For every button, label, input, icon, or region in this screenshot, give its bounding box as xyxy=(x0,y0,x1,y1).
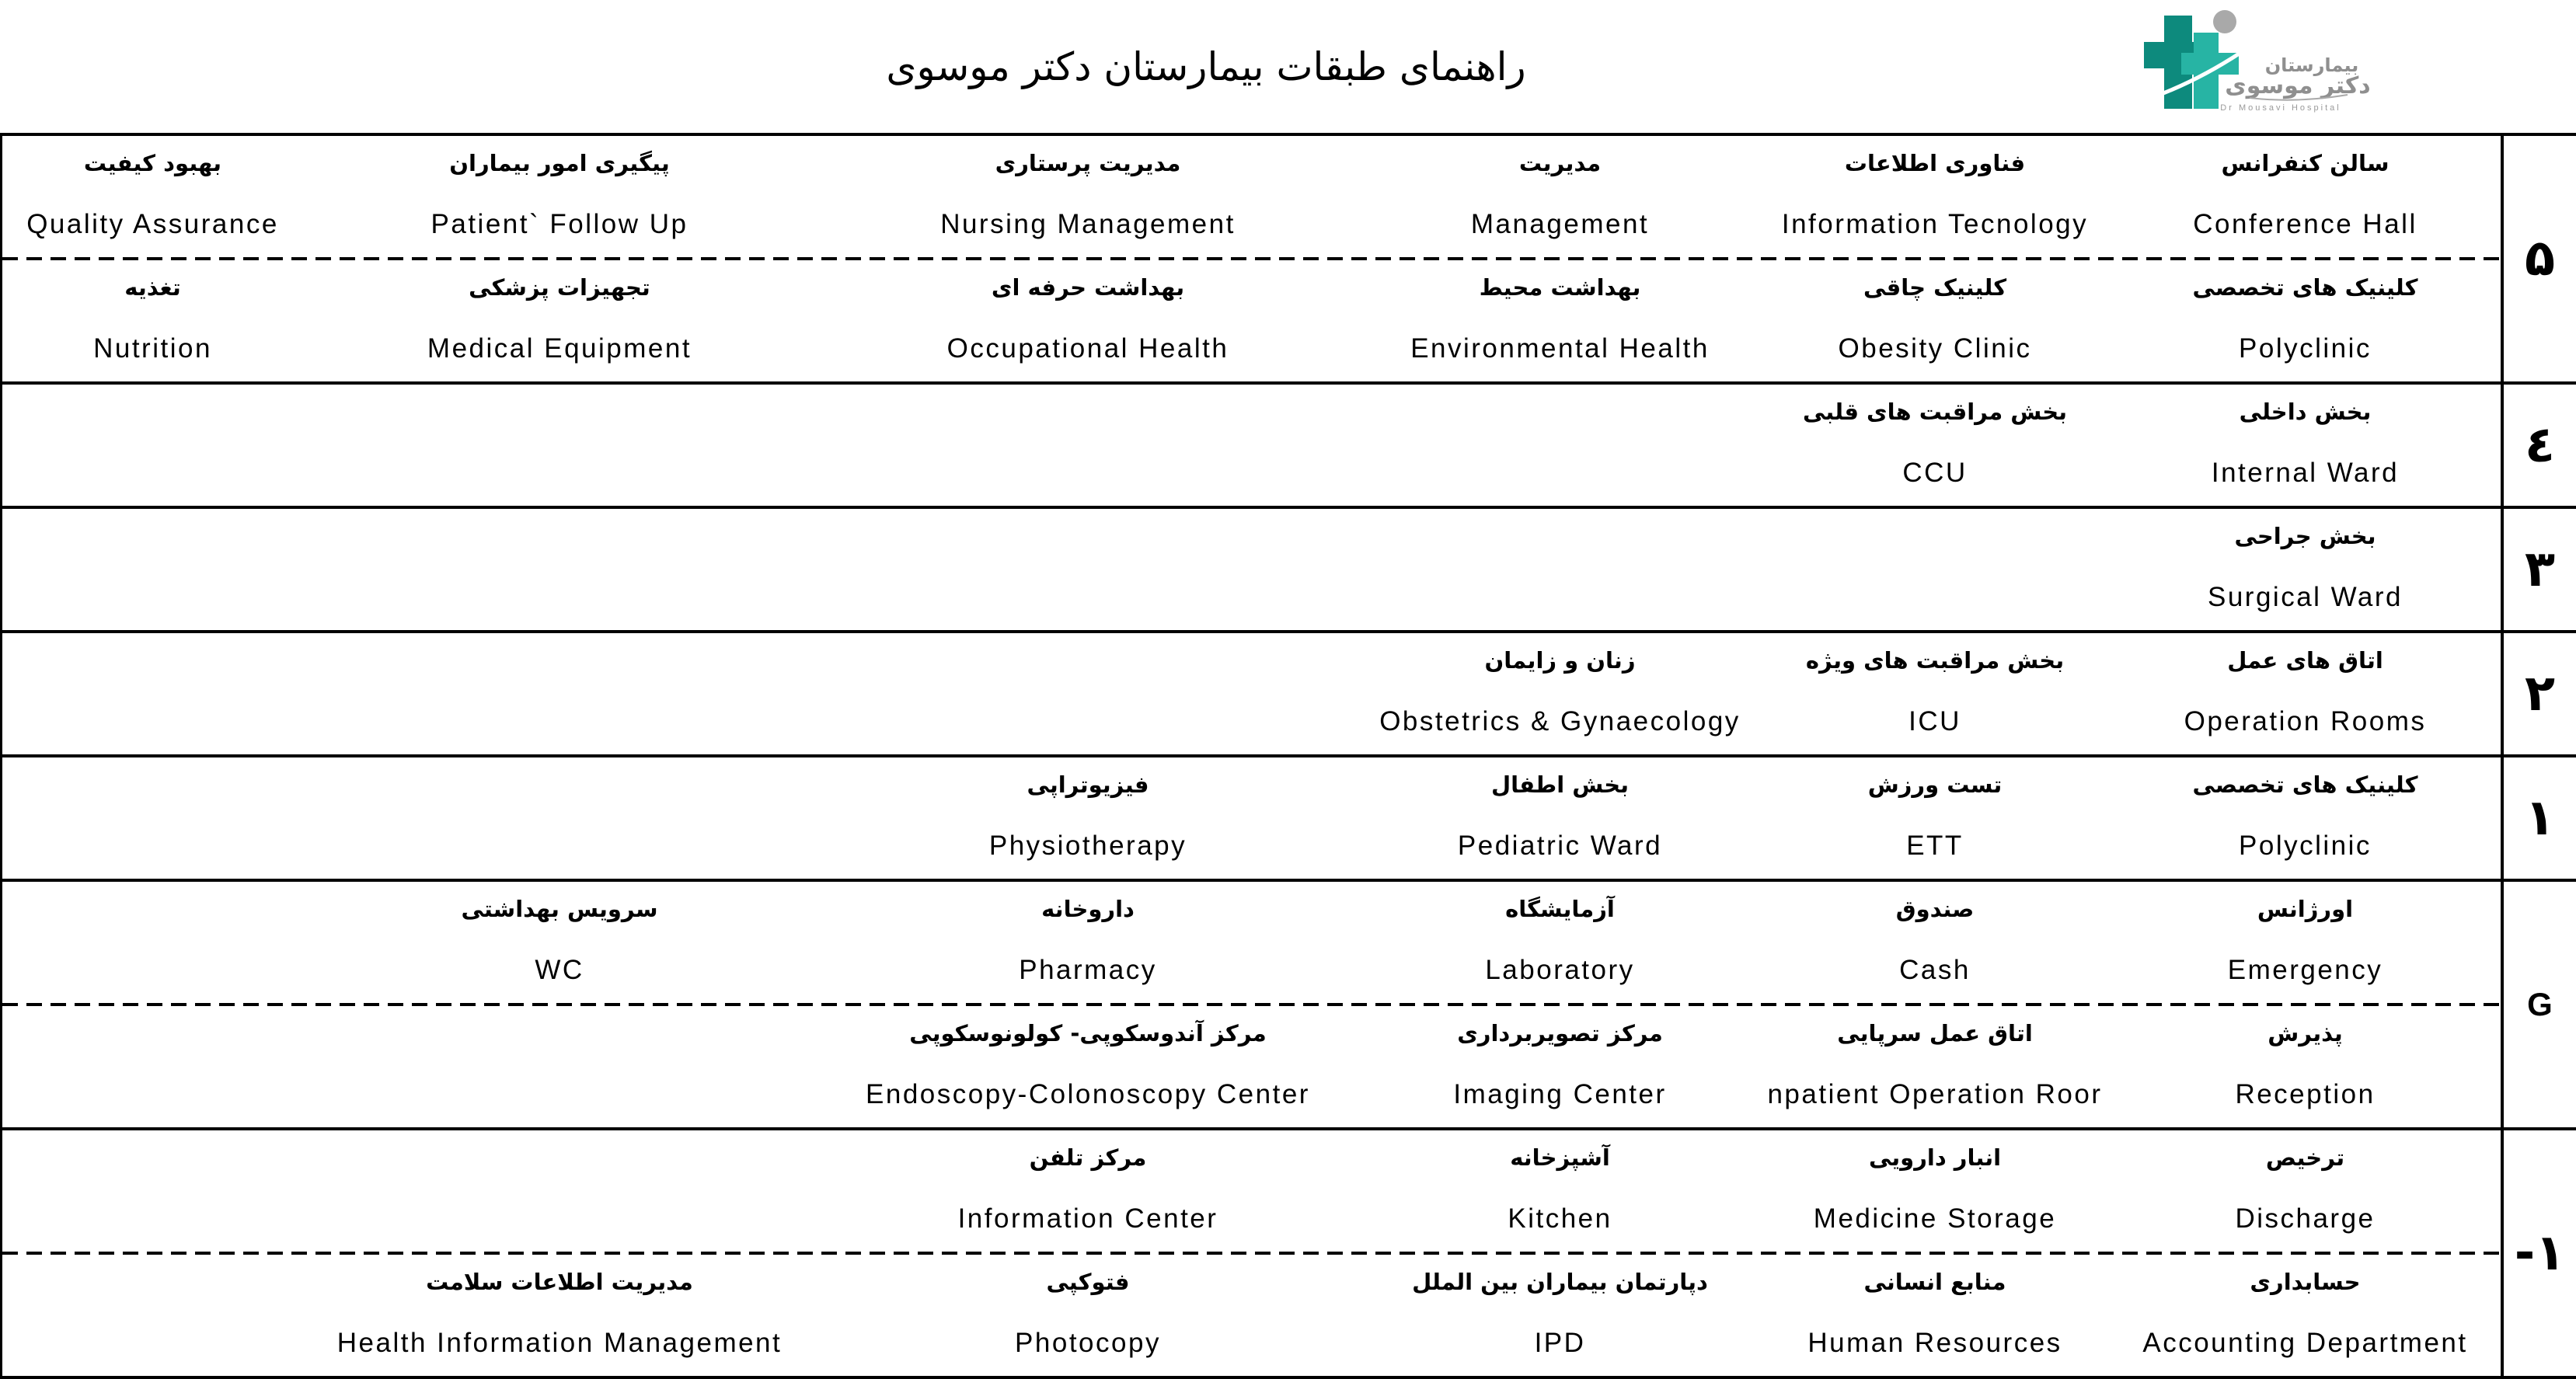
department-name-fa: ترخیص xyxy=(2265,1144,2345,1171)
department-name-en: Operation Rooms xyxy=(2184,706,2427,737)
logo-text-line1: بیمارستان xyxy=(2264,54,2359,76)
department-name-en: Endoscopy-Colonoscopy Center xyxy=(866,1079,1310,1109)
department-cell xyxy=(1360,1130,1760,1252)
floor-body xyxy=(2,882,2501,1127)
department-cell xyxy=(303,882,816,1003)
department-name-fa: مدیریت اطلاعات سلامت xyxy=(426,1269,693,1295)
department-name-en: Discharge xyxy=(2235,1203,2376,1234)
department-cell xyxy=(2,260,303,381)
department-cell xyxy=(1360,882,1760,1003)
department-cell xyxy=(1360,1006,1760,1127)
department-cell xyxy=(2110,882,2501,1003)
department-name-fa: دپارتمان بیماران بین الملل xyxy=(1412,1269,1708,1295)
department-name-en: Management xyxy=(1470,209,1650,239)
department-name-en: CCU xyxy=(1902,458,1968,488)
department-cell xyxy=(1760,1006,2110,1127)
department-cell xyxy=(2110,757,2501,879)
department-cell xyxy=(816,136,1360,257)
department-cell xyxy=(816,882,1360,1003)
floor-row xyxy=(2,882,2501,1003)
department-cell xyxy=(1760,260,2110,381)
department-cell xyxy=(303,1255,816,1376)
floor-minus-1 xyxy=(2,1130,2576,1379)
department-name-en: Medical Equipment xyxy=(427,333,692,364)
department-name-en: Information Center xyxy=(957,1203,1218,1234)
department-name-fa: بهبود کیفیت xyxy=(83,150,222,176)
department-name-en: Surgical Ward xyxy=(2208,582,2403,612)
department-name-fa: آزمایشگاه xyxy=(1505,896,1615,922)
department-name-en: Internal Ward xyxy=(2211,458,2400,488)
department-name-en: Kitchen xyxy=(1508,1203,1612,1234)
floor-5 xyxy=(2,136,2576,385)
logo-head-icon xyxy=(2213,10,2236,33)
department-cell xyxy=(1360,260,1760,381)
floor-body xyxy=(2,509,2501,630)
department-name-fa: تجهیزات پزشکی xyxy=(469,274,650,301)
department-name-fa: حسابداری xyxy=(2250,1269,2361,1295)
department-cell xyxy=(1760,385,2110,506)
department-name-fa: مرکز تصویربرداری xyxy=(1457,1020,1663,1046)
department-name-en: Photocopy xyxy=(1015,1328,1161,1358)
department-name-fa: داروخانه xyxy=(1041,896,1135,922)
department-name-en: Environmental Health xyxy=(1410,333,1710,364)
department-name-fa: مدیریت پرستاری xyxy=(995,150,1181,176)
department-cell xyxy=(2110,1255,2501,1376)
department-name-fa: منابع انسانی xyxy=(1863,1269,2006,1295)
department-cell xyxy=(2110,385,2501,506)
department-cell xyxy=(1360,633,1760,754)
floor-row xyxy=(2,136,2501,257)
department-name-en: Patient` Follow Up xyxy=(430,209,688,239)
department-name-en: Nutrition xyxy=(93,333,212,364)
department-name-fa: پیگیری امور بیماران xyxy=(449,150,670,176)
department-name-en: Imaging Center xyxy=(1453,1079,1667,1109)
floor-number: ۱ xyxy=(2501,757,2576,879)
department-name-fa: فتوکپی xyxy=(1046,1269,1130,1295)
department-cell xyxy=(303,260,816,381)
department-name-en: Information Tecnology xyxy=(1781,209,2089,239)
department-name-fa: بخش مراقبت های ویژه xyxy=(1805,647,2065,674)
floor-body xyxy=(2,385,2501,506)
floor-row xyxy=(2,385,2501,506)
floor-row xyxy=(2,633,2501,754)
department-cell xyxy=(816,1006,1360,1127)
department-name-en: Physiotherapy xyxy=(988,831,1187,861)
department-name-en: Health Information Management xyxy=(336,1328,783,1358)
department-name-fa: کلینیک های تخصصی xyxy=(2192,771,2418,798)
department-name-fa: اتاق های عمل xyxy=(2227,647,2383,674)
department-cell xyxy=(1760,1255,2110,1376)
department-name-en: Polyclinic xyxy=(2239,333,2372,364)
department-cell xyxy=(2110,136,2501,257)
department-cell xyxy=(1360,1255,1760,1376)
department-cell xyxy=(816,1255,1360,1376)
department-cell xyxy=(816,260,1360,381)
department-name-fa: بخش اطفال xyxy=(1490,771,1630,798)
department-cell xyxy=(2,136,303,257)
department-name-en: Accounting Department xyxy=(2142,1328,2468,1358)
department-cell xyxy=(1760,1130,2110,1252)
floor-number: G xyxy=(2501,882,2576,1127)
department-cell xyxy=(2110,260,2501,381)
department-name-en: Obesity Clinic xyxy=(1838,333,2032,364)
floor-body xyxy=(2,757,2501,879)
department-name-en: Occupational Health xyxy=(946,333,1229,364)
floor-3 xyxy=(2,509,2576,633)
floor-row xyxy=(2,260,2501,381)
department-name-fa: صندوق xyxy=(1895,896,1975,922)
department-cell xyxy=(1760,633,2110,754)
department-name-fa: بخش مراقبت های قلبی xyxy=(1802,399,2068,425)
department-name-fa: کلینیک های تخصصی xyxy=(2192,274,2418,301)
floor-1 xyxy=(2,757,2576,882)
department-cell xyxy=(816,757,1360,879)
floor-body xyxy=(2,633,2501,754)
department-name-en: IPD xyxy=(1534,1328,1586,1358)
department-name-en: Laboratory xyxy=(1485,955,1635,985)
department-name-fa: فیزیوتراپی xyxy=(1027,771,1149,798)
department-name-fa: زنان و زایمان xyxy=(1484,647,1636,674)
department-cell xyxy=(2110,1006,2501,1127)
department-name-en: Obstetrics & Gynaecology xyxy=(1379,706,1741,737)
department-name-fa: تست ورزش xyxy=(1867,771,2003,798)
department-name-fa: کلینیک چاقی xyxy=(1863,274,2007,301)
floor-directory-table xyxy=(0,133,2576,1379)
department-name-en: Conference Hall xyxy=(2193,209,2417,239)
department-cell xyxy=(1760,757,2110,879)
department-name-fa: تغذیه xyxy=(124,274,181,301)
department-name-en: Pharmacy xyxy=(1019,955,1157,985)
floor-row xyxy=(2,509,2501,630)
page-title: راهنمای طبقات بیمارستان دکتر موسوی xyxy=(886,44,1526,89)
floor-number: ٤ xyxy=(2501,385,2576,506)
floor-g xyxy=(2,882,2576,1130)
department-name-fa: بخش جراحی xyxy=(2234,523,2376,549)
floor-number: -۱ xyxy=(2501,1130,2576,1376)
department-name-fa: اتاق عمل سرپایی xyxy=(1837,1020,2033,1046)
department-name-fa: آشپزخانه xyxy=(1510,1144,1610,1171)
department-name-fa: پذیرش xyxy=(2268,1020,2343,1046)
department-cell xyxy=(2110,509,2501,630)
department-cell xyxy=(2110,633,2501,754)
department-name-en: Polyclinic xyxy=(2239,831,2372,861)
department-name-fa: انبار دارویی xyxy=(1868,1144,2002,1171)
department-name-en: Medicine Storage xyxy=(1813,1203,2057,1234)
floor-row xyxy=(2,1130,2501,1252)
department-name-en: Reception xyxy=(2235,1079,2376,1109)
floor-row xyxy=(2,1255,2501,1376)
department-name-en: Emergency xyxy=(2227,955,2383,985)
department-name-en: ETT xyxy=(1906,831,1964,861)
department-name-fa: سرویس بهداشتی xyxy=(461,896,658,922)
floor-4 xyxy=(2,385,2576,509)
department-cell xyxy=(1360,757,1760,879)
department-name-en: Human Resources xyxy=(1807,1328,2062,1358)
department-name-fa: فناوری اطلاعات xyxy=(1844,150,2026,176)
department-name-en: Pediatric Ward xyxy=(1457,831,1663,861)
department-name-fa: مدیریت xyxy=(1518,150,1602,176)
department-cell xyxy=(816,1130,1360,1252)
department-name-fa: بهداشت محیط xyxy=(1479,274,1641,301)
department-name-en: Nursing Management xyxy=(940,209,1236,239)
floor-row xyxy=(2,1006,2501,1127)
logo-text-line2: دکتر موسوی xyxy=(2225,72,2371,99)
floor-number: ۲ xyxy=(2501,633,2576,754)
floor-number: ۳ xyxy=(2501,509,2576,630)
floor-number: ۵ xyxy=(2501,136,2576,381)
floor-row xyxy=(2,757,2501,879)
department-name-en: npatient Operation Roor xyxy=(1767,1079,2103,1109)
department-name-en: ICU xyxy=(1908,706,1961,737)
department-cell xyxy=(2110,1130,2501,1252)
department-name-fa: اورژانس xyxy=(2257,896,2354,922)
department-name-en: Cash xyxy=(1899,955,1971,985)
hospital-logo xyxy=(2141,6,2371,115)
department-name-fa: بهداشت حرفه ای xyxy=(991,274,1185,301)
department-name-en: WC xyxy=(535,955,584,985)
department-cell xyxy=(1360,136,1760,257)
department-name-fa: سالن کنفرانس xyxy=(2221,150,2390,176)
department-cell xyxy=(303,136,816,257)
header xyxy=(0,0,2576,133)
department-name-en: Quality Assurance xyxy=(26,209,279,239)
floor-body xyxy=(2,1130,2501,1376)
department-name-fa: مرکز تلفن xyxy=(1029,1144,1147,1171)
department-name-fa: مرکز آندوسکوپی- کولونوسکوپی xyxy=(909,1020,1267,1046)
floor-2 xyxy=(2,633,2576,757)
floor-body xyxy=(2,136,2501,381)
department-cell xyxy=(1760,136,2110,257)
logo-text-latin: Dr Mousavi Hospital xyxy=(2220,103,2341,113)
department-cell xyxy=(1760,882,2110,1003)
department-name-fa: بخش داخلی xyxy=(2239,399,2372,425)
